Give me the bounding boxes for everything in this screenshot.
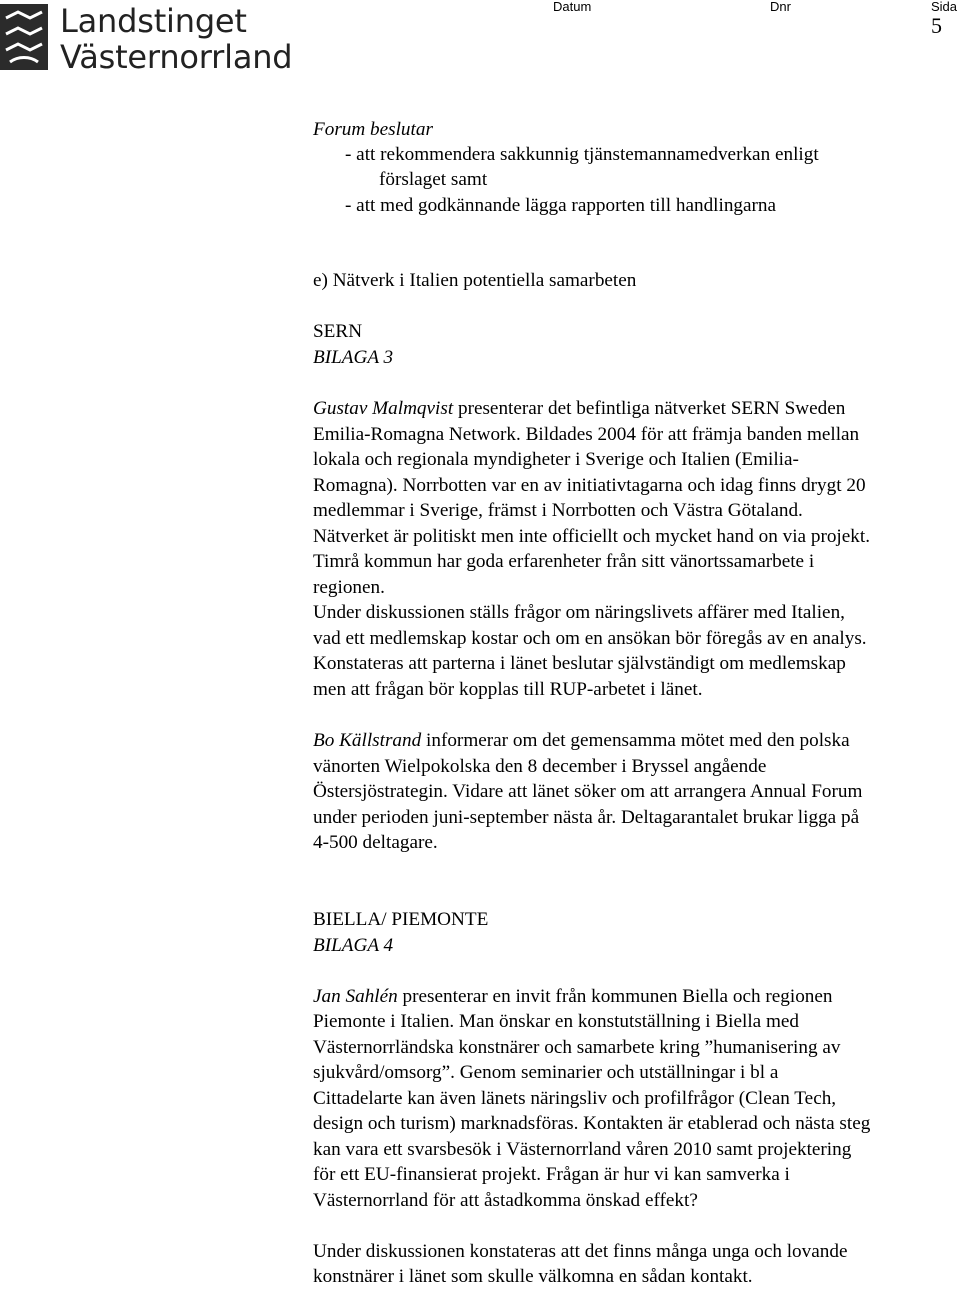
biella-title: BIELLA/ PIEMONTE — [313, 909, 489, 930]
sern-title: SERN — [313, 321, 363, 342]
sern-paragraph-line-5: medlemmar i Sverige, främst i Norrbotten och Västra Götaland. — [313, 500, 803, 521]
kallstrand-paragraph-line-3: Östersjöstrategin. Vidare att länet söker om att arrangera Annual Forum — [313, 781, 863, 802]
kallstrand-paragraph-line-5: 4-500 deltagare. — [313, 832, 438, 853]
sern-paragraph-line-3: lokala och regionala myndigheter i Sverige och Italien (Emilia- — [313, 449, 799, 470]
biella-paragraph-line-6: design och turism) marknadsföras. Kontakten är etablerad och nästa steg — [313, 1113, 871, 1134]
biella-paragraph-line-2: Piemonte i Italien. Man önskar en konstutställning i Biella med — [313, 1011, 800, 1032]
sern-paragraph-line-11: Konstateras att parterna i länet beslutar självständigt om medlemskap — [313, 653, 846, 674]
kallstrand-paragraph-line-2: vänorten Wielpokolska den 8 december i Bryssel angående — [313, 756, 767, 777]
sern-paragraph-line-2: Emilia-Romagna Network. Bildades 2004 för att främja banden mellan — [313, 424, 860, 445]
section-e-heading: e) Nätverk i Italien potentiella samarbeten — [313, 270, 637, 291]
logo-text-line-2: Västernorrland — [60, 38, 293, 76]
coat-of-arms-icon — [0, 4, 48, 70]
presenter-name: Jan Sahlén — [313, 986, 398, 1007]
biella-paragraph-line-9: Västernorrland för att åstadkomma önskad effekt? — [313, 1190, 698, 1211]
forum-heading: Forum beslutar — [313, 119, 433, 140]
forum-item-1-line-1: - att rekommendera sakkunnig tjänstemannamedverkan enligt — [345, 144, 819, 165]
page-number: 5 — [931, 13, 942, 38]
kallstrand-paragraph-line-1: Bo Källstrand informerar om det gemensamma mötet med den polska — [313, 730, 850, 751]
sern-paragraph-line-12: men att frågan bör kopplas till RUP-arbetet i länet. — [313, 679, 703, 700]
sern-paragraph-line-4: Romagna). Norrbotten var en av initiativtagarna och idag finns drygt 20 — [313, 475, 866, 496]
biella-paragraph-line-4: sjukvård/omsorg”. Genom seminarier och utställningar i bl a — [313, 1062, 779, 1083]
sern-paragraph-line-9: Under diskussionen ställs frågor om näringslivets affärer med Italien, — [313, 602, 845, 623]
presenter-name: Gustav Malmqvist — [313, 398, 454, 419]
sern-paragraph-line-8: regionen. — [313, 577, 385, 598]
organization-logo — [0, 0, 300, 80]
datum-label: Datum — [553, 0, 592, 14]
biella-paragraph-line-1: Jan Sahlén presenterar en invit från kommunen Biella och regionen — [313, 986, 833, 1007]
sern-paragraph-line-10: vad ett medlemskap kostar och om en ansökan bör föregås av en analys. — [313, 628, 867, 649]
sern-paragraph-line-7: Timrå kommun har goda erfarenheter från sitt vänortssamarbete i — [313, 551, 815, 572]
sern-bilaga: BILAGA 3 — [313, 347, 394, 368]
logo-text-line-1: Landstinget — [60, 2, 247, 40]
biella-discussion-line-2: konstnärer i länet som skulle välkomna en sådan kontakt. — [313, 1266, 753, 1287]
forum-item-1-line-2: förslaget samt — [379, 169, 488, 190]
sern-paragraph-line-6: Nätverket är politiskt men inte officiellt och mycket hand on via projekt. — [313, 526, 870, 547]
sida-label: Sida — [931, 0, 958, 14]
biella-paragraph-line-7: kan vara ett svarsbesök i Västernorrland våren 2010 samt projektering — [313, 1139, 852, 1160]
biella-paragraph-line-3: Västernorrländska konstnärer och samarbete kring ”humanisering av — [313, 1037, 841, 1058]
sern-paragraph-line-1: Gustav Malmqvist presenterar det befintliga nätverket SERN Sweden — [313, 398, 846, 419]
dnr-label: Dnr — [770, 0, 791, 14]
biella-discussion-line-1: Under diskussionen konstateras att det finns många unga och lovande — [313, 1241, 848, 1262]
biella-paragraph-line-8: för ett EU-finansierat projekt. Frågan är hur vi kan samverka i — [313, 1164, 790, 1185]
presenter-name: Bo Källstrand — [313, 730, 422, 751]
forum-item-2: - att med godkännande lägga rapporten till handlingarna — [345, 195, 777, 216]
biella-paragraph-line-5: Cittadelarte kan även länets näringsliv och profilfrågor (Clean Tech, — [313, 1088, 837, 1109]
kallstrand-paragraph-line-4: under perioden juni-september nästa år. Deltagarantalet brukar ligga på — [313, 807, 860, 828]
biella-bilaga: BILAGA 4 — [313, 935, 394, 956]
